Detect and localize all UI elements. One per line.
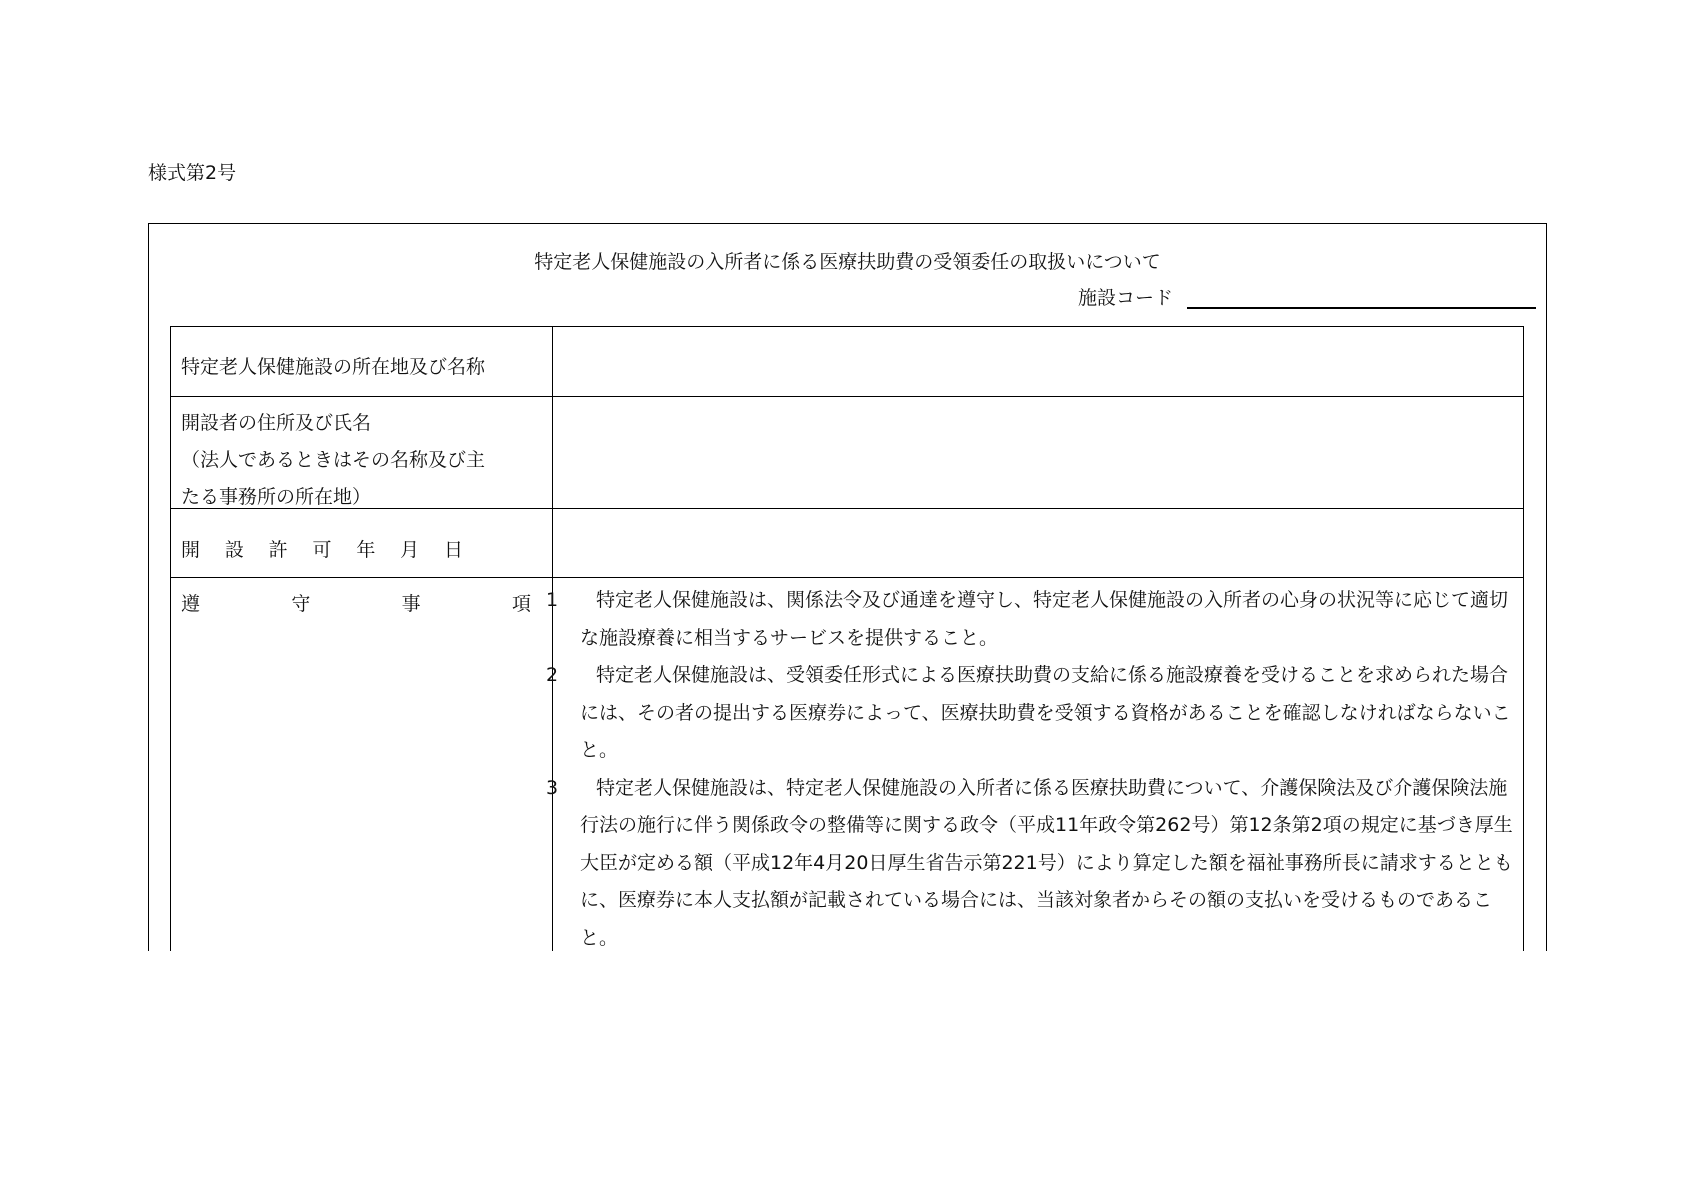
label-char: 日: [443, 539, 463, 561]
item-number: 3: [546, 776, 559, 799]
row-divider: [170, 577, 1524, 578]
item-text: 特定老人保健施設は、関係法令及び通達を遵守し、特定老人保健施設の入所者の心身の状況等に応じて適切な施設療養に相当するサービスを提供すること。: [580, 589, 1509, 649]
label-char: 事: [401, 593, 421, 615]
permit-date-field[interactable]: [553, 509, 1523, 576]
label-char: 設: [224, 539, 244, 561]
row-label-permit-date: [181, 535, 463, 562]
label-char: 許: [268, 539, 288, 561]
item-number: 1: [546, 589, 559, 611]
label-line: たる事務所の所在地）: [181, 486, 372, 508]
row-label-facility-location-name: 特定老人保健施設の所在地及び名称: [181, 356, 486, 378]
compliance-item: [546, 657, 1518, 770]
compliance-items: [546, 582, 1518, 957]
label-line: 開設者の住所及び氏名: [181, 412, 372, 434]
founder-field[interactable]: [553, 397, 1523, 507]
label-char: 可: [312, 539, 332, 561]
label-char: 開: [181, 539, 201, 561]
label-char: 年: [356, 539, 376, 561]
row-label-founder: [181, 405, 485, 516]
facility-location-name-field[interactable]: [553, 327, 1523, 395]
compliance-item: [546, 582, 1518, 657]
form-number: 様式第2号: [148, 162, 237, 184]
label-char: 項: [511, 593, 531, 615]
row-label-compliance: [181, 589, 531, 616]
item-text: 特定老人保健施設は、特定老人保健施設の入所者に係る医療扶助費について、介護保険法及び介護保険法施行法の施行に伴う関係政令の整備等に関する政令（平成11年政令第262号）第12条第2項の規定に基づき厚生大臣が定める額（平成12年4月20日厚生省告示第221号）により算定した額を福祉事務所長に請求するとともに、医療券に本人支払額が記載されている場合には、当該対象者からその額の支払いを受けるものであること。: [580, 776, 1513, 949]
document-title: 特定老人保健施設の入所者に係る医療扶助費の受領委任の取扱いについて: [534, 251, 1161, 273]
label-line: （法人であるときはその名称及び主: [181, 449, 486, 471]
label-char: 遵: [181, 593, 201, 615]
compliance-item: [546, 770, 1518, 958]
item-number: 2: [546, 664, 559, 686]
item-text: 特定老人保健施設は、受領委任形式による医療扶助費の支給に係る施設療養を受けることを求められた場合には、その者の提出する医療券によって、医療扶助費を受領する資格があることを確認しなければならないこと。: [580, 664, 1511, 761]
label-char: 月: [400, 539, 420, 561]
facility-code-field[interactable]: [1187, 307, 1536, 309]
facility-code-label: 施設コード: [1078, 287, 1174, 309]
label-char: 守: [291, 593, 311, 615]
